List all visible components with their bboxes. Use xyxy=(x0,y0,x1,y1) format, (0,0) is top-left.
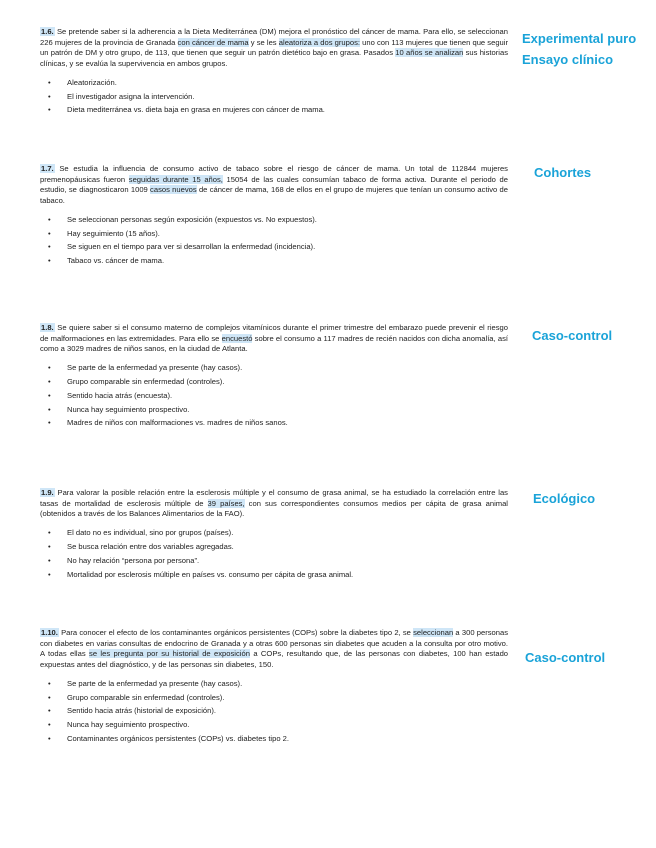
text-segment: a COPs, resultando que, de las personas con diabetes, 100 han estado expuestas antes del diagnóstico, y de las personas sin diabetes, 150. xyxy=(40,649,509,670)
exercise-1-10 xyxy=(40,628,508,746)
study-type-label: Caso-control xyxy=(525,650,606,665)
exercise-1-8 xyxy=(40,323,508,430)
study-type-label-secondary: Ensayo clínico xyxy=(522,52,614,67)
bullet-item: • Se parte de la enfermedad ya presente (hay casos). xyxy=(40,677,508,691)
bullet-item: • Se parte de la enfermedad ya presente (hay casos). xyxy=(40,361,508,375)
text-segment: Se quiere saber si el consumo materno de complejos vitamínicos durante el primer trimestre del embarazo puede prevenir el riesgo de malformaciones en las extremidades. Para ello se xyxy=(40,323,508,343)
bullet-item: • Grupo comparable sin enfermedad (controles). xyxy=(40,691,508,705)
exercise-text xyxy=(40,27,508,68)
exercise-1-7 xyxy=(40,164,508,268)
exercise-number: 1.6. xyxy=(41,27,54,36)
bullet-item: • Dieta mediterránea vs. dieta baja en grasa en mujeres con cáncer de mama. xyxy=(40,103,508,117)
exercise-paragraph xyxy=(40,628,508,671)
bullet-item: • No hay relación “persona por persona”. xyxy=(40,554,508,568)
exercise-text xyxy=(40,323,508,353)
study-type-label: Caso-control xyxy=(532,328,613,343)
bullet-item: • Nunca hay seguimiento prospectivo. xyxy=(40,718,508,732)
exercise-paragraph xyxy=(40,488,508,520)
highlighted-text: se les pregunta por su historial de exposición xyxy=(89,649,250,659)
bullet-item: • Tabaco vs. cáncer de mama. xyxy=(40,254,508,268)
exercise-text xyxy=(40,628,508,669)
bullet-item: • El dato no es individual, sino por grupos (países). xyxy=(40,526,508,540)
exercise-text xyxy=(40,164,508,205)
bullet-item: • Sentido hacia atrás (encuesta). xyxy=(40,389,508,403)
text-segment: a 300 personas con diabetes en varias consultas de endocrino de Granada y a otras 600 personas sin diabetes que acuden a la consulta por otro motivo. A todas ellas xyxy=(40,628,508,659)
highlighted-text: 39 países, xyxy=(207,498,245,508)
bullet-item: • Grupo comparable sin enfermedad (controles). xyxy=(40,375,508,389)
bullet-list xyxy=(40,526,508,581)
bullet-list xyxy=(40,677,508,746)
bullet-item: • Se busca relación entre dos variables agregadas. xyxy=(40,540,508,554)
bullet-item: • Nunca hay seguimiento prospectivo. xyxy=(40,403,508,417)
text-segment: y se les xyxy=(248,37,279,47)
text-segment: con sus correspondientes consumos medios per cápita de grasa animal (obtenidos a través de los Balances Alimentarios de la FAO). xyxy=(40,498,508,519)
exercise-number: 1.10. xyxy=(41,628,58,637)
bullet-item: • Sentido hacia atrás (historial de exposición). xyxy=(40,704,508,718)
highlighted-text: 10 años se analizan xyxy=(395,48,464,58)
text-segment: 15054 de las cuales consumían tabaco de forma activa. Durante el periodo de estudio, se diagnosticaron 1009 xyxy=(40,174,508,195)
bullet-list xyxy=(40,213,508,268)
exercise-paragraph xyxy=(40,164,508,207)
bullet-list xyxy=(40,361,508,430)
bullet-item: • Mortalidad por esclerosis múltiple en países vs. consumo per cápita de grasa animal. xyxy=(40,568,508,582)
text-segment: uno con 113 mujeres que tienen que seguir un patrón de DM y otro grupo, de 113, que tienen que seguir un patrón dietético bajo en grasa. Pasados xyxy=(40,37,508,58)
bullet-item: • Se seleccionan personas según exposición (expuestos vs. No expuestos). xyxy=(40,213,508,227)
study-type-label: Cohortes xyxy=(534,165,592,180)
bullet-item: • Aleatorización. xyxy=(40,76,508,90)
bullet-item: • El investigador asigna la intervención. xyxy=(40,90,508,104)
exercise-text xyxy=(40,488,508,518)
bullet-list xyxy=(40,76,508,117)
exercise-1-6 xyxy=(40,27,508,117)
exercise-1-9 xyxy=(40,488,508,581)
exercise-number: 1.9. xyxy=(41,488,54,497)
bullet-item: • Madres de niños con malformaciones vs. madres de niños sanos. xyxy=(40,416,508,430)
highlighted-text: casos nuevos xyxy=(150,185,197,195)
text-segment: de cáncer de mama, 168 de ellos en el grupo de mujeres que tenían un consumo activo de tabaco. xyxy=(40,185,509,206)
text-segment: sobre el consumo a 117 madres de recién nacidos con dicha anomalía, así como a 3029 madres de niños sanos, en la ciudad de Atlanta. xyxy=(40,333,508,354)
study-type-label: Experimental puro xyxy=(522,31,637,46)
highlighted-text: seguidas durante 15 años, xyxy=(128,174,223,184)
highlighted-text: aleatoriza a dos grupos: xyxy=(278,37,360,47)
text-segment: Para conocer el efecto de los contaminantes orgánicos persistentes (COPs) sobre la diabetes tipo 2, se xyxy=(61,628,414,637)
text-segment: Para valorar la posible relación entre la esclerosis múltiple y el consumo de grasa animal, se ha estudiado la correlación entre las tasas de mortalidad de esclerosis múltiple de xyxy=(40,488,508,508)
text-segment: Se pretende saber si la adherencia a la Dieta Mediterránea (DM) mejora el pronóstico del cáncer de mama. Para ello, se seleccionan 226 mujeres de la provincia de Granada xyxy=(40,27,508,47)
bullet-item: • Contaminantes orgánicos persistentes (COPs) vs. diabetes tipo 2. xyxy=(40,732,508,746)
text-segment: Se estudia la influencia de consumo activo de tabaco sobre el riesgo de cáncer de mama. Un total de 112844 mujeres premenopáusicas fueron xyxy=(40,164,508,184)
exercise-paragraph xyxy=(40,323,508,355)
exercise-paragraph xyxy=(40,27,508,70)
study-type-label: Ecológico xyxy=(533,491,596,506)
highlighted-text: encuestó xyxy=(221,333,253,343)
highlighted-text: con cáncer de mama xyxy=(177,37,249,47)
exercise-number: 1.8. xyxy=(41,323,54,332)
bullet-item: • Se siguen en el tiempo para ver si desarrollan la enfermedad (incidencia). xyxy=(40,240,508,254)
bullet-item: • Hay seguimiento (15 años). xyxy=(40,227,508,241)
exercise-number: 1.7. xyxy=(41,164,54,173)
text-segment: sus historias clínicas, y se evalúa la supervivencia en ambos grupos. xyxy=(40,48,508,69)
highlighted-text: seleccionan xyxy=(413,628,454,637)
